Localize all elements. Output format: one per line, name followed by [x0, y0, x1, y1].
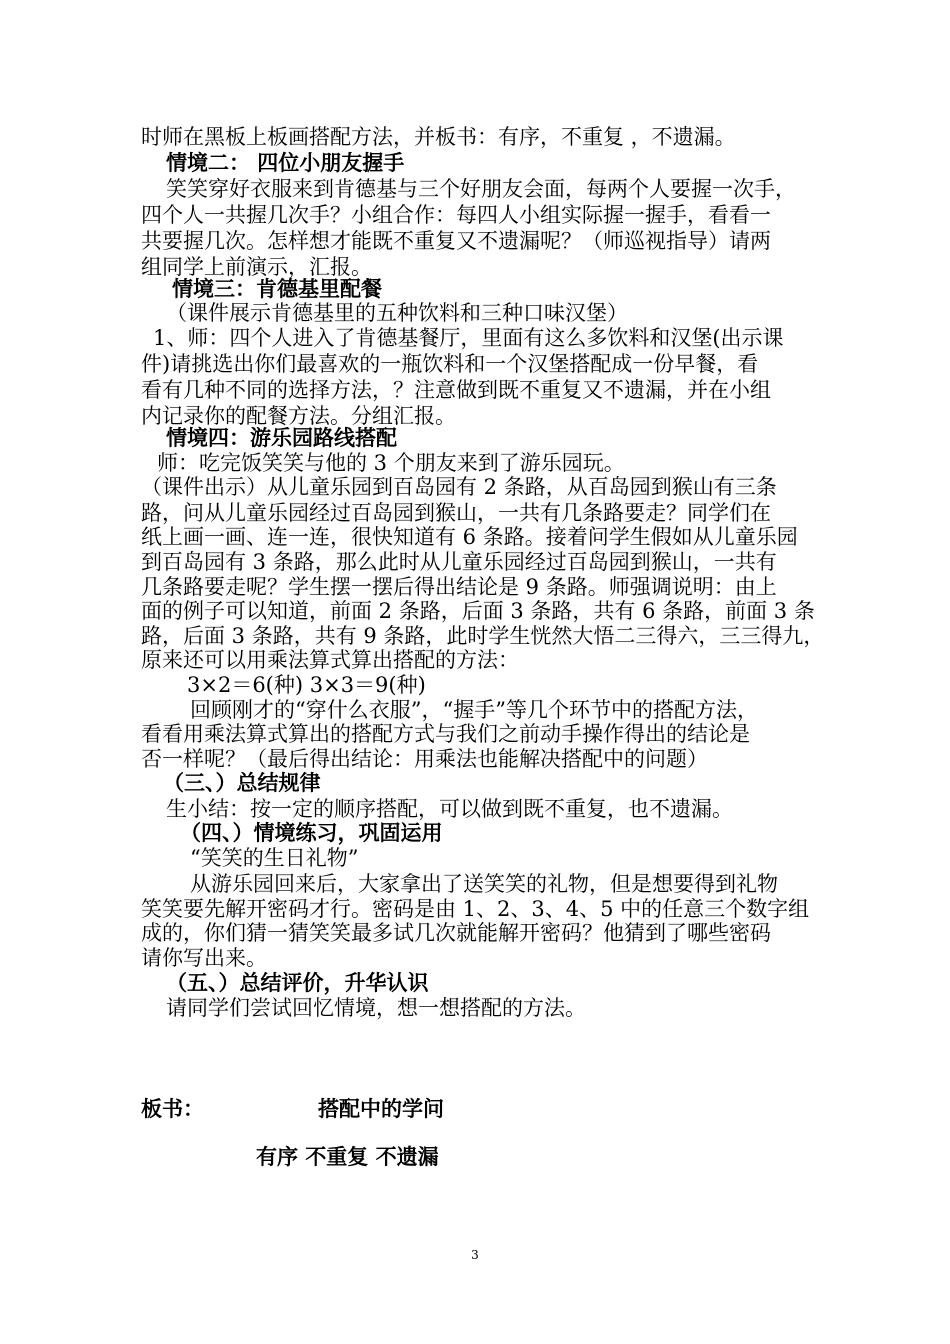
text-line: 笑笑要先解开密码才行。密码是由 1、2、3、4、5 中的任意三个数字组 [141, 897, 810, 921]
text-line: 看看用乘法算式算出的搭配方式与我们之前动手操作得出的结论是 [141, 722, 750, 746]
board-label: 板书： [141, 1096, 204, 1121]
board-items: 有序 不重复 不遗漏 [256, 1144, 439, 1169]
section-heading-2: 情境二： 四位小朋友握手 [166, 150, 405, 175]
part-heading-3: （三、）总结规律 [163, 770, 321, 795]
section-heading-4: 情境四：游乐园路线搭配 [166, 425, 397, 450]
board-title: 搭配中的学问 [318, 1096, 444, 1121]
text-line: （课件展示肯德基里的五种饮料和三种口味汉堡） [166, 301, 628, 325]
text-line: 路，后面 3 条路，共有 9 条路，此时学生恍然大悟二三得六，三三得九， [141, 624, 825, 648]
text-line: 四个人一共握几次手？小组合作：每四人小组实际握一握手，看看一 [141, 203, 771, 227]
page-number: 3 [471, 1248, 479, 1262]
text-line: 师：吃完饭笑笑与他的 3 个朋友来到了游乐园玩。 [157, 451, 625, 475]
text-line: 从游乐园回来后，大家拿出了送笑笑的礼物，但是想要得到礼物 [190, 872, 778, 896]
text-line: 生小结：按一定的顺序搭配，可以做到既不重复，也不遗漏。 [166, 797, 733, 821]
text-line: 否一样呢？（最后得出结论：用乘法也能解决搭配中的问题） [141, 747, 708, 771]
text-line: 1、师：四个人进入了肯德基餐厅，里面有这么多饮料和汉堡(出示课 [153, 326, 784, 350]
subtitle-line: “笑笑的生日礼物” [190, 846, 359, 870]
text-line: 原来还可以用乘法算式算出搭配的方法： [141, 648, 519, 672]
text-line: 几条路要走呢？学生摆一摆后得出结论是 9 条路。师强调说明：由上 [141, 575, 777, 599]
text-line: 到百岛园有 3 条路，那么此时从儿童乐园经过百岛园到猴山，一共有 [141, 550, 777, 574]
text-line: 纸上画一画、连一连，很快知道有 6 条路。接着问学生假如从儿童乐园 [141, 525, 798, 549]
section-heading-3: 情境三：肯德基里配餐 [172, 276, 382, 301]
text-line: 成的，你们猜一猜笑笑最多试几次就能解开密码？他猜到了哪些密码 [141, 921, 771, 945]
text-line: 请同学们尝试回忆情境，想一想搭配的方法。 [166, 996, 586, 1020]
text-line: 看有几种不同的选择方法，？注意做到既不重复又不遗漏，并在小组 [141, 378, 771, 402]
text-line: 面的例子可以知道，前面 2 条路，后面 3 条路，共有 6 条路，前面 3 条 [141, 599, 815, 623]
text-line: 组同学上前演示，汇报。 [141, 255, 372, 279]
text-line: （课件出示）从儿童乐园到百岛园有 2 条路，从百岛园到猴山有三条 [141, 475, 777, 499]
part-heading-4: （四、）情境练习，巩固运用 [180, 820, 443, 845]
text-line: 回顾刚才的“穿什么衣服”，“握手”等几个环节中的搭配方法， [190, 698, 758, 722]
text-line: 笑笑穿好衣服来到肯德基与三个好朋友会面，每两个人要握一次手， [166, 177, 796, 201]
text-line: 请你写出来。 [141, 946, 267, 970]
text-line: 共要握几次。怎样想才能既不重复又不遗漏呢？（师巡视指导）请两 [141, 229, 771, 253]
text-line: 时师在黑板上板画搭配方法，并板书：有序，不重复 ，不遗漏。 [141, 125, 736, 149]
text-line: 路，问从儿童乐园经过百岛园到猴山，一共有几条路要走？同学们在 [141, 501, 771, 525]
equation-line: 3×2＝6(种) 3×3＝9(种) [187, 673, 426, 697]
part-heading-5: （五、）总结评价，升华认识 [166, 970, 429, 995]
text-line: 件)请挑选出你们最喜欢的一瓶饮料和一个汉堡搭配成一份早餐，看 [141, 352, 759, 376]
text-line: 内记录你的配餐方法。分组汇报。 [141, 404, 456, 428]
